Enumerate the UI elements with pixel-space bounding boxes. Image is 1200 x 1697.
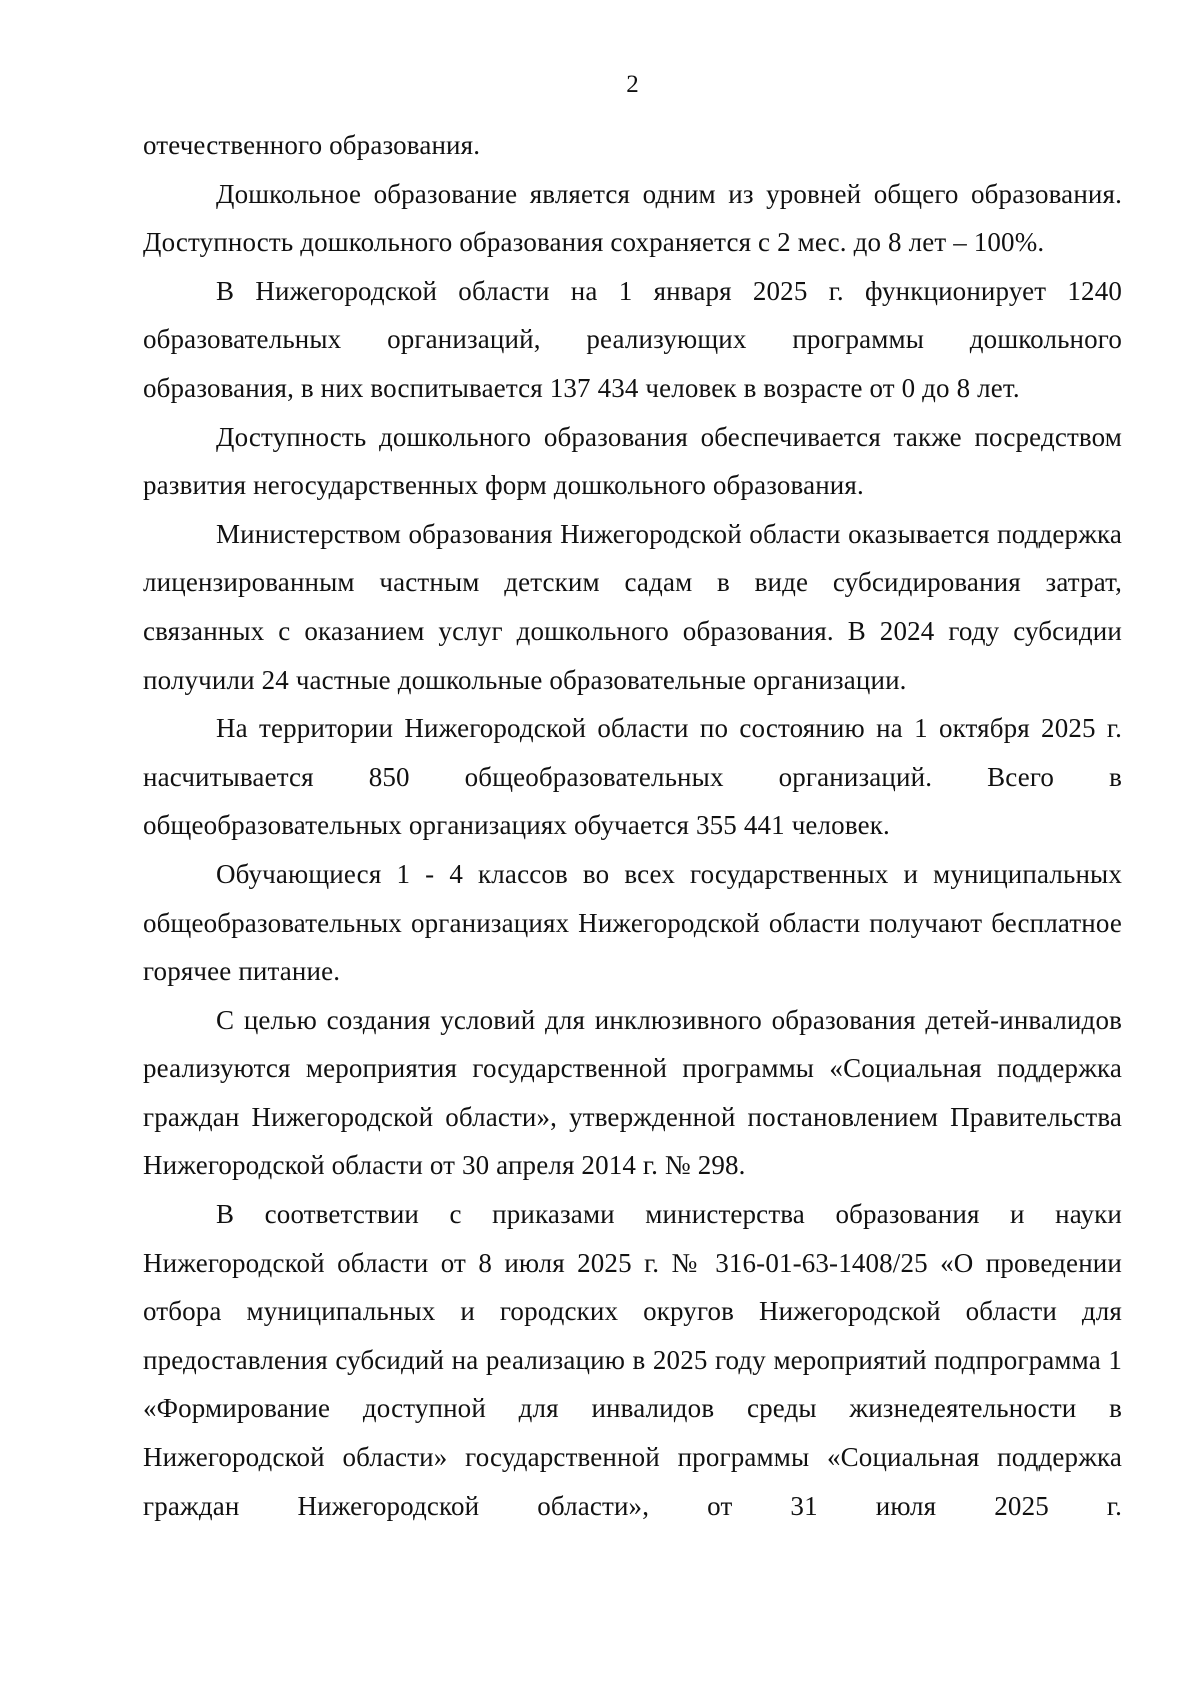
document-body <box>143 121 1122 1530</box>
paragraph-nonstate-forms: Доступность дошкольного образования обеспечивается также посредством развития негосударственных форм дошкольного образования. <box>143 421 1122 501</box>
page-number: 2 <box>626 71 639 98</box>
paragraph-free-hot-meals: Обучающиеся 1 - 4 классов во всех государственных и муниципальных общеобразовательных организациях Нижегородской области получают бесплатное горячее питание. <box>143 858 1122 987</box>
paragraph-continuation: отечественного образования. <box>143 130 481 160</box>
paragraph-private-kindergarten-support: Министерством образования Нижегородской области оказывается поддержка лицензированным частным детским садам в виде субсидирования затрат, связанных с оказанием услуг дошкольного образования. В 2024 году субсидии получили 24 частные дошкольные образовательные организации. <box>143 518 1122 695</box>
paragraph-preschool-organizations: В Нижегородской области на 1 января 2025 г. функционирует 1240 образовательных организаций, реализующих программы дошкольного образования, в них воспитывается 137 434 человек в возрасте от 0 до 8 лет. <box>143 275 1122 403</box>
paragraph-inclusive-education: С целью создания условий для инклюзивного образования детей-инвалидов реализуются мероприятия государственной программы «Социальная поддержка граждан Нижегородской области», утвержденной постановлением Правительства Нижегородской области от 30 апреля 2014 г. № 298. <box>143 1004 1122 1181</box>
paragraph-general-education-organizations: На территории Нижегородской области по состоянию на 1 октября 2025 г. насчитывается 850 общеобразовательных организаций. Всего в общеобразовательных организациях обучается 355 441 человек. <box>143 713 1122 841</box>
paragraph-preschool-level: Дошкольное образование является одним из уровней общего образования. Доступность дошкольного образования сохраняется с 2 мес. до 8 лет – 100%. <box>143 178 1122 258</box>
paragraph-ministry-orders: В соответствии с приказами министерства образования и науки Нижегородской области от 8 июля 2025 г. № 316-01-63-1408/25 «О проведении отбора муниципальных и городских округов Нижегородской области для предоставления субсидий на реализацию в 2025 году мероприятий подпрограмма 1 «Формирование доступной для инвалидов среды жизнедеятельности в Нижегородской области» государственной программы «Социальная поддержка граждан Нижегородской области», от 31 июля 2025 г. <box>143 1199 1122 1521</box>
